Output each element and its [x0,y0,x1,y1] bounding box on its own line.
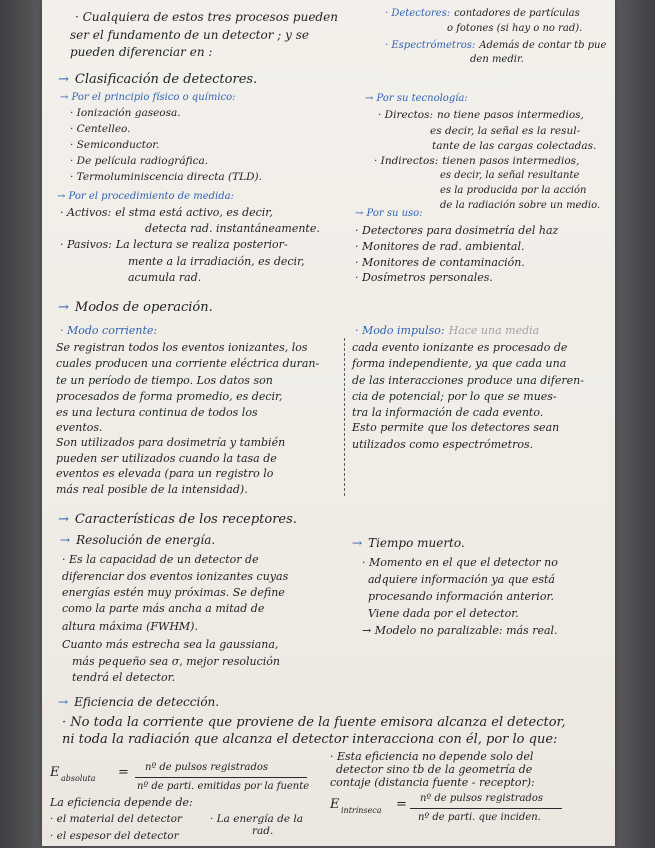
impulso-line: Esto permite que los detectores sean [352,421,560,434]
resolucion-line: diferenciar dos eventos ionizantes cuyas [62,570,289,583]
list-item: · Centelleo. [70,123,131,135]
list-item: · Semiconductor. [70,139,160,151]
list-item: · Monitores de rad. ambiental. [355,240,525,253]
corriente-line: cuales producen una corriente eléctrica duran- [56,357,320,370]
e-intrinseca-numerator: nº de pulsos registrados [420,793,544,804]
modo-impulso-heading [355,324,539,338]
corriente-line: pueden ser utilizados cuando la tasa de [56,452,277,465]
equals-sign: = [118,765,129,780]
espectrometros-desc: Además de contar tb pue [479,40,607,51]
corriente-line: eventos es elevada (para un registro lo [56,467,274,480]
indirectos-line [374,154,579,168]
activos-desc: el stma está activo, es decir, [115,206,273,219]
list-item: · el material del detector [50,813,183,825]
intro-line: · Cualquiera de estos tres procesos pueden [75,10,338,24]
detectores-desc: o fotones (si hay o no rad). [447,23,583,34]
arrow-icon: → [58,300,69,315]
activos-desc: detecta rad. instantáneamente. [145,222,320,235]
list-item: · Dosímetros personales. [355,271,493,284]
arrow-icon: → [60,533,71,547]
equals-sign: = [396,797,407,812]
detectores-desc: contadores de partículas [454,8,580,19]
resolucion-title: Resolución de energía. [76,533,216,547]
modo-impulso-title: · Modo impulso: [355,324,445,337]
impulso-line: utilizados como espectrómetros. [352,438,534,451]
fraction-bar [410,808,562,809]
clasificacion-title: Clasificación de detectores. [74,72,258,87]
list-item: · Monitores de contaminación. [355,256,525,269]
list-item: · Termoluminiscencia directa (TLD). [70,171,262,183]
directos-term: · Directos: [378,109,434,121]
procedimiento-heading: → Por el procedimiento de medida: [57,191,234,202]
resolucion-line: · Es la capacidad de un detector de [62,553,259,566]
pasivos-term: · Pasivos: [60,238,112,251]
list-item: · Detectores para dosimetría del haz [355,224,559,237]
indirectos-desc: es la producida por la acción [440,185,587,196]
corriente-line: Son utilizados para dosimetría y también [56,436,286,449]
e-intrinseca-symbol: E [330,797,340,812]
fraction-bar [135,777,307,778]
activos-line [60,206,273,220]
indirectos-term: · Indirectos: [374,155,439,167]
resolucion-line: tendrá el detector. [72,671,176,684]
e-intrinseca-subscript: intrínseca [341,806,382,815]
list-item: · el espesor del detector [50,830,179,842]
activos-term: · Activos: [60,206,112,219]
resolucion-line: Cuanto más estrecha sea la gaussiana, [62,638,279,651]
depende-title: La eficiencia depende de: [50,796,193,809]
list-item: rad. [252,825,274,837]
detectores-term: · Detectores: [385,8,451,19]
pasivos-line [60,238,288,252]
tecnologia-heading: → Por su tecnología: [365,93,468,104]
arrow-icon: → [58,72,69,87]
espectrometros-term: · Espectrómetros: [385,40,476,51]
corriente-line: eventos. [56,421,103,434]
caracteristicas-title: Características de los receptores. [74,512,297,527]
pasivos-desc: La lectura se realiza posterior- [115,238,288,251]
impulso-line: cada evento ionizante es procesado de [352,341,568,354]
eficiencia-nota-line: · Esta eficiencia no depende solo del [330,750,534,763]
column-divider [344,338,345,496]
indirectos-desc: es decir, la señal resultante [440,170,580,181]
principio-heading: → Por el principio físico o químico: [60,92,236,103]
clasificacion-heading [58,72,257,88]
eficiencia-heading [58,695,219,710]
impulso-line: forma independiente, ya que cada una [352,357,567,370]
intro-line: pueden diferenciar en : [70,45,213,59]
resolucion-line: energías estén muy próximas. Se define [62,586,285,599]
indirectos-desc: de la radiación sobre un medio. [440,200,601,211]
detectores-line [385,7,580,21]
modelo-no-paralizable: → Modelo no paralizable: más real. [362,624,558,637]
directos-desc: tante de las cargas colectadas. [432,140,597,152]
directos-desc: es decir, la señal es la resul- [430,125,581,137]
modo-corriente-heading: · Modo corriente: [60,324,158,337]
tiempo-muerto-title: Tiempo muerto. [368,536,465,550]
eficiencia-intro-line: ni toda la radiación que alcanza el detector interacciona con él, por lo que: [62,732,558,747]
tiempo-muerto-line: · Momento en el que el detector no [362,556,558,569]
impulso-line: tra la información de cada evento. [352,406,544,419]
arrow-icon: → [58,695,69,709]
espectrometros-line [385,39,606,53]
modos-title: Modos de operación. [74,300,213,315]
list-item: · Ionización gaseosa. [70,107,181,119]
list-item: · La energía de la [210,813,304,825]
e-absoluta-subscript: absoluta [61,774,96,783]
arrow-icon: → [352,536,363,550]
impulso-line: cia de potencial; por lo que se mues- [352,390,557,403]
corriente-line: procesados de forma promedio, es decir, [56,390,283,403]
resolucion-heading [60,533,215,548]
resolucion-line: altura máxima (FWHM). [62,620,198,633]
tiempo-muerto-line: adquiere información ya que está [368,573,555,586]
e-absoluta-numerator: nº de pulsos registrados [145,762,269,773]
pasivos-desc: mente a la irradiación, es decir, [128,255,305,268]
directos-line [378,108,584,122]
caracteristicas-heading [58,512,297,528]
modo-impulso-note: Hace una media [448,324,540,337]
corriente-line: más real posible de la intensidad). [56,483,248,496]
resolucion-line: como la parte más ancha a mitad de [62,602,265,615]
uso-heading: → Por su uso: [355,208,423,219]
intro-line: ser el fundamento de un detector ; y se [70,28,309,42]
eficiencia-title: Eficiencia de detección. [74,695,220,709]
tiempo-muerto-heading [352,536,465,551]
tiempo-muerto-line: Viene dada por el detector. [368,607,519,620]
e-absoluta-denominator: nº de parti. emitidas por la fuente [137,781,310,792]
corriente-line: te un período de tiempo. Los datos son [56,374,273,387]
arrow-icon: → [58,512,69,527]
indirectos-desc: tienen pasos intermedios, [442,155,580,167]
e-intrinseca-denominator: nº de parti. que inciden. [418,812,541,823]
e-absoluta-symbol: E [50,765,60,780]
modos-heading [58,300,213,316]
espectrometros-desc: den medir. [470,54,524,65]
pasivos-desc: acumula rad. [128,271,202,284]
impulso-line: de las interacciones produce una diferen- [352,374,584,387]
corriente-line: Se registran todos los eventos ionizantes, los [56,341,308,354]
tiempo-muerto-line: procesando información anterior. [368,590,554,603]
resolucion-line: más pequeño sea σ, mejor resolución [72,655,280,668]
corriente-line: es una lectura continua de todos los [56,406,258,419]
eficiencia-intro-line: · No toda la corriente que proviene de la fuente emisora alcanza el detector, [62,715,566,730]
directos-desc: no tiene pasos intermedios, [437,109,584,121]
eficiencia-nota-line: contaje (distancia fuente - receptor): [330,776,535,789]
eficiencia-nota-line: detector sino tb de la geometría de [336,763,533,776]
list-item: · De película radiográfica. [70,155,209,167]
